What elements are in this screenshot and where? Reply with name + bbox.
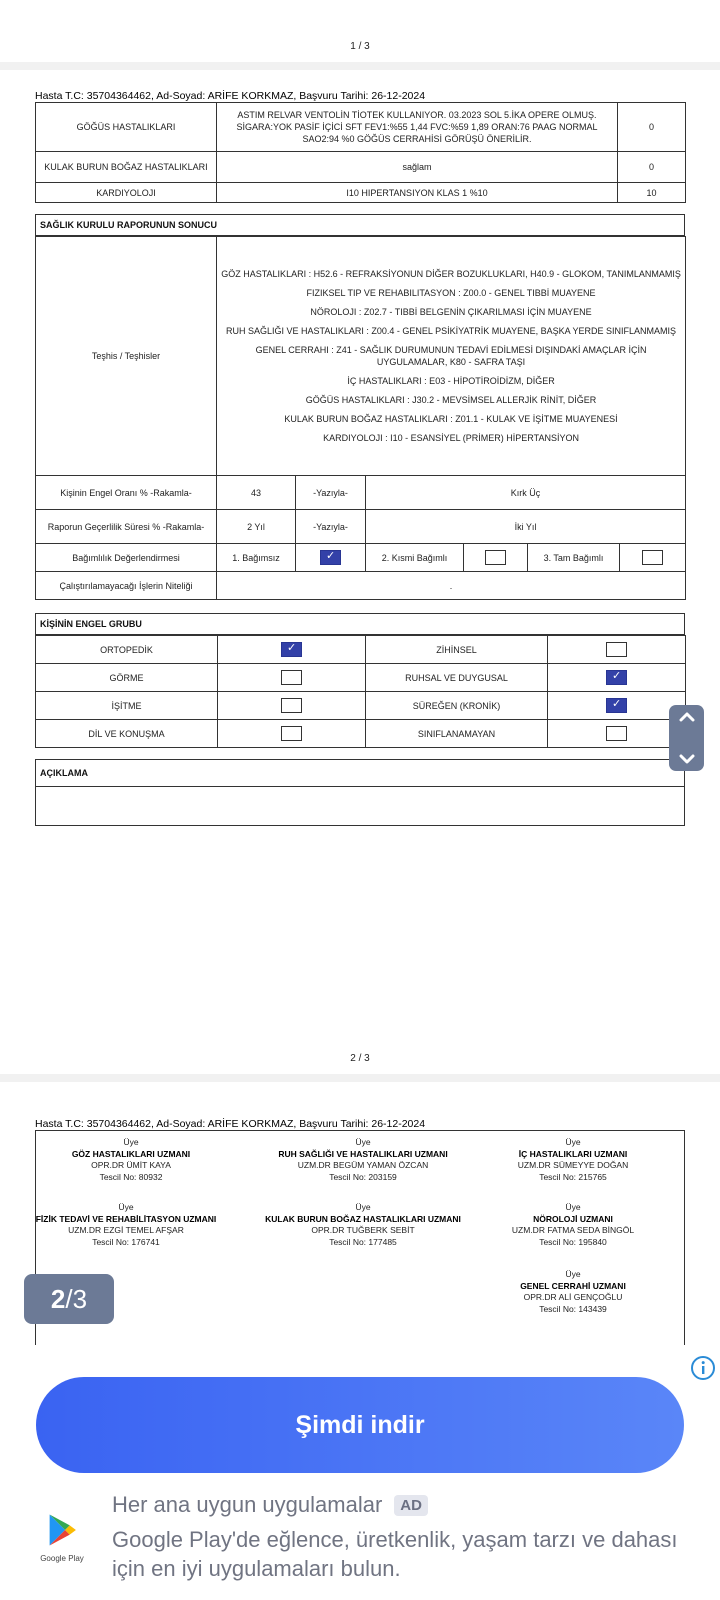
table-row [36, 544, 686, 572]
aciklama-box [35, 786, 685, 826]
table-row [36, 664, 686, 692]
sig-name: UZM.DR FATMA SEDA BİNGÖL [511, 1225, 635, 1235]
dependency-checkbox-3-cell [620, 544, 686, 572]
sig-title: NÖROLOJİ UZMANI [533, 1213, 613, 1224]
table-row [36, 476, 686, 510]
table-row [36, 183, 686, 203]
signature-kbb [248, 1202, 478, 1248]
rate-cell: 10 [618, 183, 686, 203]
sig-title: KULAK BURUN BOĞAZ HASTALIKLARI UZMANI [265, 1213, 461, 1224]
signature-ic [458, 1137, 688, 1183]
disability-group-table [35, 635, 686, 748]
dependency-option-1: 1. Bağımsız [217, 544, 296, 572]
patient-header: Hasta T.C: 35704364462, Ad-Soyad: ARİFE KORKMAZ, Başvuru Tarihi: 26-12-2024 [35, 1118, 426, 1130]
signature-block [35, 1130, 685, 1345]
disability-rate-label: Kişinin Engel Oranı % -Rakamla- [36, 476, 217, 510]
disability-rate-text: Kırk Üç [366, 476, 686, 510]
sig-name: UZM.DR BEGÜM YAMAN ÖZCAN [297, 1160, 429, 1170]
google-play-label: Google Play [40, 1554, 84, 1563]
chevron-down-icon[interactable] [679, 753, 695, 765]
dependency-checkbox-1-cell [296, 544, 366, 572]
page-pill[interactable] [24, 1274, 114, 1324]
patient-header: Hasta T.C: 35704364462, Ad-Soyad: ARİFE KORKMAZ, Başvuru Tarihi: 26-12-2024 [35, 90, 426, 102]
sig-role: Üye [565, 1137, 581, 1147]
group-checkbox-zihinsel[interactable] [606, 642, 627, 657]
diagnosis-item: RUH SAĞLIĞI VE HASTALIKLARI : Z00.4 - GENEL PSİKİYATRİK MUAYENE, BAŞKA YERDE SINIFLANMAMIŞ [226, 326, 676, 336]
sig-role: Üye [565, 1202, 581, 1212]
work-restriction-value: . [217, 572, 686, 600]
finding-cell: I10 HIPERTANSIYON KLAS 1 %10 [217, 183, 618, 203]
work-restriction-label: Çalıştırılamayacağı İşlerin Niteliği [36, 572, 217, 600]
signature-ruh [248, 1137, 478, 1183]
group-checkbox-siniflanamayan[interactable] [606, 726, 627, 741]
group-checkbox-cell [218, 720, 366, 748]
table-row [36, 572, 686, 600]
group-checkbox-cell [218, 636, 366, 664]
diagnosis-item: GÖĞÜS HASTALIKLARI : J30.2 - MEVSİMSEL ALLERJİK RİNİT, DİĞER [305, 395, 597, 405]
validity-text: İki Yıl [366, 510, 686, 544]
validity-label: Raporun Geçerlilik Süresi % -Rakamla- [36, 510, 217, 544]
signature-genel-cerrahi [458, 1269, 688, 1315]
table-row [36, 510, 686, 544]
table-row [36, 237, 686, 476]
sig-role: Üye [118, 1202, 134, 1212]
ad-title [112, 1492, 428, 1518]
sig-reg: Tescil No: 195840 [539, 1236, 607, 1247]
dependency-label: Bağımlılık Değerlendirmesi [36, 544, 217, 572]
diagnosis-item: KULAK BURUN BOĞAZ HASTALIKLARI : Z01.1 - KULAK VE İŞİTME MUAYENESİ [284, 414, 618, 424]
signature-goz [16, 1137, 246, 1183]
aciklama-heading: AÇIKLAMA [35, 759, 685, 787]
page-indicator-2: 2 / 3 [350, 1053, 370, 1064]
disability-group-heading: KİŞİNİN ENGEL GRUBU [35, 613, 685, 635]
group-checkbox-suregen[interactable] [606, 698, 627, 713]
sig-role: Üye [355, 1202, 371, 1212]
sig-title: GENEL CERRAHİ UZMANI [520, 1280, 626, 1291]
group-label: SÜREĞEN (KRONİK) [366, 692, 548, 720]
sig-reg: Tescil No: 176741 [92, 1236, 160, 1247]
table-row [36, 692, 686, 720]
diagnosis-list [217, 237, 686, 476]
sig-title: İÇ HASTALIKLARI UZMANI [518, 1148, 628, 1159]
group-label: ORTOPEDİK [36, 636, 218, 664]
ad-title-text: Her ana uygun uygulamalar [112, 1492, 383, 1517]
group-checkbox-ortopedik[interactable] [281, 642, 302, 657]
page-pill-total: /3 [65, 1283, 88, 1314]
diagnosis-item: KARDIYOLOJI : I10 - ESANSİYEL (PRİMER) HİPERTANSİYON [323, 433, 579, 443]
dependency-checkbox-3[interactable] [642, 550, 663, 565]
group-checkbox-cell [548, 720, 686, 748]
validity-number: 2 Yıl [217, 510, 296, 544]
group-checkbox-cell [548, 664, 686, 692]
group-checkbox-gorme[interactable] [281, 670, 302, 685]
ad-description: Google Play'de eğlence, üretkenlik, yaşam tarzı ve dahası için en iyi uygulamaları bulun. [112, 1527, 678, 1581]
group-checkbox-dil[interactable] [281, 726, 302, 741]
written-label: -Yazıyla- [296, 510, 366, 544]
download-now-button[interactable]: Şimdi indir [36, 1377, 684, 1473]
sig-reg: Tescil No: 177485 [329, 1236, 397, 1247]
rate-cell: 0 [618, 103, 686, 152]
group-checkbox-cell [218, 664, 366, 692]
sig-name: UZM.DR EZGİ TEMEL AFŞAR [68, 1225, 184, 1235]
diagnosis-label: Teşhis / Teşhisler [36, 237, 217, 476]
group-label: DİL VE KONUŞMA [36, 720, 218, 748]
dependency-checkbox-2[interactable] [485, 550, 506, 565]
dept-cell: KARDIYOLOJI [36, 183, 217, 203]
group-label: GÖRME [36, 664, 218, 692]
pdf-page-1 [0, 70, 720, 1045]
dependency-checkbox-2-cell [464, 544, 528, 572]
sig-title: GÖZ HASTALIKLARI UZMANI [71, 1148, 191, 1159]
sig-name: OPR.DR ALİ GENÇOĞLU [523, 1292, 623, 1302]
dependency-option-2: 2. Kısmi Bağımlı [366, 544, 464, 572]
sig-title: RUH SAĞLIĞI VE HASTALIKLARI UZMANI [278, 1148, 448, 1159]
sig-role: Üye [565, 1269, 581, 1279]
dept-cell: KULAK BURUN BOĞAZ HASTALIKLARI [36, 152, 217, 183]
sig-name: OPR.DR TUĞBERK SEBİT [311, 1225, 415, 1235]
dependency-checkbox-1[interactable] [320, 550, 341, 565]
sig-title: FİZİK TEDAVİ VE REHABİLİTASYON UZMANI [35, 1213, 217, 1224]
rate-cell: 0 [618, 152, 686, 183]
sig-name: OPR.DR ÜMİT KAYA [91, 1160, 171, 1170]
group-label: RUHSAL VE DUYGUSAL [366, 664, 548, 692]
group-label: İŞİTME [36, 692, 218, 720]
exam-findings-table [35, 102, 686, 203]
info-icon[interactable] [690, 1355, 716, 1381]
finding-cell: sağlam [217, 152, 618, 183]
sig-reg: Tescil No: 203159 [329, 1171, 397, 1182]
diagnosis-item: FIZIKSEL TIP VE REHABILITASYON : Z00.0 - GENEL TIBBİ MUAYENE [306, 288, 596, 298]
table-row [36, 720, 686, 748]
group-checkbox-cell [548, 636, 686, 664]
dependency-option-3: 3. Tam Bağımlı [528, 544, 620, 572]
google-play-logo[interactable] [40, 1513, 84, 1567]
sig-name: UZM.DR SÜMEYYE DOĞAN [517, 1160, 629, 1170]
sig-role: Üye [123, 1137, 139, 1147]
sig-role: Üye [355, 1137, 371, 1147]
dept-cell: GÖĞÜS HASTALIKLARI [36, 103, 217, 152]
diagnosis-item: NÖROLOJI : Z02.7 - TIBBİ BELGENİN ÇIKARILMASI İÇİN MUAYENE [310, 307, 592, 317]
group-checkbox-ruhsal[interactable] [606, 670, 627, 685]
google-play-icon [46, 1513, 78, 1547]
group-checkbox-isitme[interactable] [281, 698, 302, 713]
sig-reg: Tescil No: 143439 [539, 1303, 607, 1314]
ad-badge: AD [394, 1495, 428, 1516]
table-row [36, 636, 686, 664]
signature-fizik [16, 1202, 236, 1248]
page-separator [0, 1074, 720, 1082]
report-result-table [35, 236, 686, 600]
scroll-control[interactable] [669, 705, 704, 771]
diagnosis-item: GENEL CERRAHI : Z41 - SAĞLIK DURUMUNUN TEDAVİ EDİLMESİ DIŞINDAKİ AMAÇLAR İÇİN UYGULAMALAR, K80 - SAFRA TAŞI [255, 345, 647, 367]
group-label: ZİHİNSEL [366, 636, 548, 664]
diagnosis-item: İÇ HASTALIKLARI : E03 - HİPOTİROİDİZM, DİĞER [347, 376, 555, 386]
written-label: -Yazıyla- [296, 476, 366, 510]
page-pill-current: 2 [50, 1283, 66, 1314]
table-row [36, 152, 686, 183]
group-checkbox-cell [548, 692, 686, 720]
disability-rate-number: 43 [217, 476, 296, 510]
group-checkbox-cell [218, 692, 366, 720]
report-result-heading: SAĞLIK KURULU RAPORUNUN SONUCU [35, 214, 685, 236]
finding-cell: ASTIM RELVAR VENTOLİN TİOTEK KULLANIYOR. 03.2023 SOL 5.İKA OPERE OLMUŞ. SİGARA:YOK PASİF İÇİCİ SFT FEV1:%55 1,44 FVC:%59 1,89 ORAN:76 PAAG NORMAL SAO2:94 %0 GÖĞÜS CERRAHİSİ GÖRÜŞÜ ÖNERİLİR. [217, 103, 618, 152]
page-indicator-1: 1 / 3 [350, 41, 370, 52]
chevron-up-icon[interactable] [679, 711, 695, 723]
ad-banner[interactable] [0, 1345, 720, 1600]
signature-noroloji [458, 1202, 688, 1248]
diagnosis-item: GÖZ HASTALIKLARI : H52.6 - REFRAKSİYONUN DİĞER BOZUKLUKLARI, H40.9 - GLOKOM, TANIMLANMAMIŞ [221, 269, 681, 279]
group-label: SINIFLANAMAYAN [366, 720, 548, 748]
page-separator [0, 62, 720, 70]
table-row [36, 103, 686, 152]
sig-reg: Tescil No: 80932 [99, 1171, 163, 1182]
sig-reg: Tescil No: 215765 [539, 1171, 607, 1182]
